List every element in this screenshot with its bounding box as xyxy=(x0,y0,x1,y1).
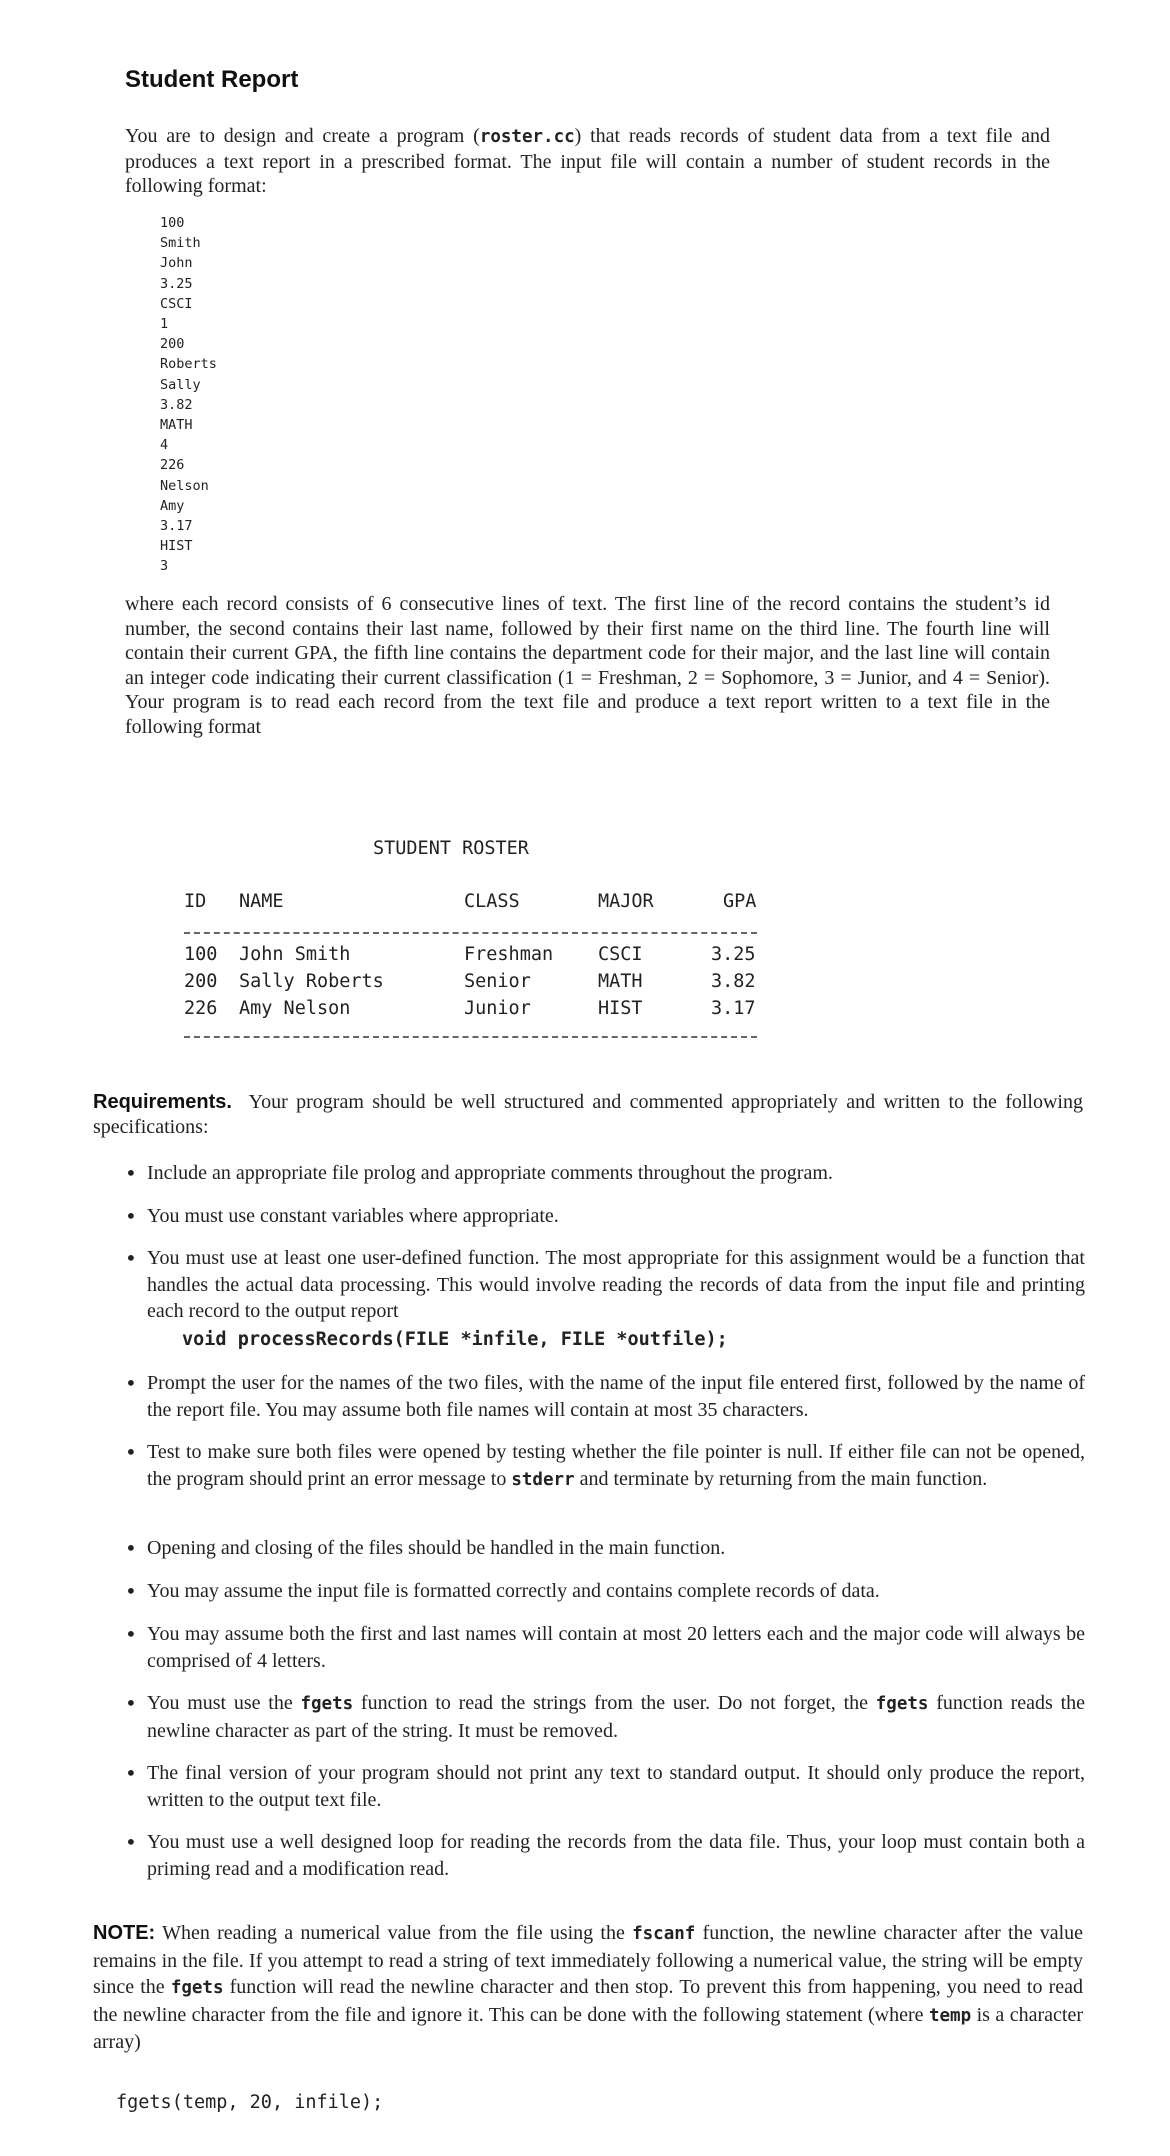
sample-input-line: 3.82 xyxy=(160,396,193,413)
list-item-text: Prompt the user for the names of the two files, with the name of the input file entered first, followed by the name of the report file. You may assume both file names will contain at most 35 characters. xyxy=(147,1372,1085,1421)
roster-cell-id: 226 xyxy=(184,998,218,1019)
roster-cell-major: CSCI xyxy=(598,944,643,965)
bullet-icon: • xyxy=(125,1204,137,1228)
roster-cell-major: HIST xyxy=(598,998,643,1019)
roster-header-id: ID xyxy=(184,891,207,912)
fgets-statement: fgets(temp, 20, infile); xyxy=(116,2092,384,2113)
roster-cell-gpa: 3.25 xyxy=(711,944,756,965)
function-signature: void processRecords(FILE *infile, FILE *outfile); xyxy=(182,1329,728,1350)
sample-input-line: Nelson xyxy=(160,477,209,494)
sample-input-line: 226 xyxy=(160,457,185,474)
bullet-icon: • xyxy=(125,1761,137,1785)
sample-input-line: 100 xyxy=(160,215,185,231)
bullet-icon: • xyxy=(125,1536,137,1560)
roster-cell-class: Junior xyxy=(464,998,531,1019)
program-filename: roster.cc xyxy=(479,127,575,147)
fgets-item-text-2: function to read the strings from the user. Do not forget, the xyxy=(353,1692,876,1714)
code-fgets: fgets xyxy=(875,1694,929,1714)
code-temp: temp xyxy=(928,2005,972,2026)
bullet-icon: • xyxy=(125,1579,137,1603)
code-stderr: stderr xyxy=(511,1469,575,1490)
roster-header-class: CLASS xyxy=(464,891,520,912)
bullet-icon: • xyxy=(125,1161,137,1185)
sample-input-line: Roberts xyxy=(160,356,217,373)
bullet-icon: • xyxy=(125,1246,137,1270)
roster-header-major: MAJOR xyxy=(598,891,654,912)
roster-cell-gpa: 3.82 xyxy=(711,971,756,992)
fgets-item-text-3: function reads the newline character as part of the string. It must be removed. xyxy=(147,1692,1086,1742)
note-paragraph xyxy=(93,1920,1083,2056)
roster-cell-id: 200 xyxy=(184,971,218,992)
list-item-text: You must use at least one user-defined function. The most appropriate for this assignment would be a function that handles the actual data processing. This would involve reading the records of data from the input file and printing each record to the output report xyxy=(147,1247,1085,1322)
list-item-text: You must use constant variables where appropriate. xyxy=(147,1205,559,1227)
roster-header-gpa: GPA xyxy=(723,891,757,912)
bullet-icon: • xyxy=(125,1440,137,1464)
sample-input-line: CSCI xyxy=(160,295,193,312)
roster-cell-name: Sally Roberts xyxy=(239,971,384,992)
sample-input-line: 3.17 xyxy=(160,518,193,534)
roster-title: STUDENT ROSTER xyxy=(373,838,529,859)
sample-input-line: 1 xyxy=(160,316,169,332)
intro-paragraph xyxy=(125,124,1050,199)
list-item-text: The final version of your program should not print any text to standard output. It should only produce the report, written to the output text file. xyxy=(147,1762,1085,1811)
roster-header-name: NAME xyxy=(239,891,284,912)
code-fgets: fgets xyxy=(300,1694,354,1714)
requirements-lead: Your program should be well structured and commented appropriately and written to the following specifications: xyxy=(93,1091,1083,1138)
requirements-intro xyxy=(93,1090,1083,1139)
requirements-heading: Requirements. xyxy=(93,1091,232,1113)
sample-input-line: MATH xyxy=(160,417,193,433)
bullet-icon: • xyxy=(125,1830,137,1854)
page-title: Student Report xyxy=(125,66,299,93)
sample-input-line: 3 xyxy=(160,558,169,575)
bullet-icon: • xyxy=(125,1622,137,1646)
fgets-item-text-1: You must use the xyxy=(147,1692,301,1714)
code-fscanf: fscanf xyxy=(632,1924,696,1944)
sample-input-line: Sally xyxy=(160,376,201,393)
roster-cell-gpa: 3.17 xyxy=(711,998,756,1019)
roster-cell-id: 100 xyxy=(184,944,218,965)
roster-divider-bottom xyxy=(184,1036,757,1038)
roster-cell-major: MATH xyxy=(598,971,643,992)
list-item-text: You may assume the input file is formatted correctly and contains complete records of data. xyxy=(147,1580,880,1602)
sample-input-line: Smith xyxy=(160,235,201,252)
roster-divider-top xyxy=(184,932,757,934)
roster-cell-name: Amy Nelson xyxy=(239,998,351,1019)
list-item-text: You may assume both the first and last names will contain at most 20 letters each and the major code will always be comprised of 4 letters. xyxy=(147,1623,1085,1672)
sample-input-line: HIST xyxy=(160,538,193,555)
note-text-2: function, the newline character after the value remains in the file. If you attempt to read a string of text immediately following a numerical value, the string will be empty since the xyxy=(93,1922,1084,1998)
roster-cell-name: John Smith xyxy=(239,944,351,965)
sample-input-line: John xyxy=(160,255,193,272)
sample-input-line: Amy xyxy=(160,497,185,514)
test-item-text-2: and terminate by returning from the main function. xyxy=(574,1467,988,1490)
intro-text-1: You are to design and create a program ( xyxy=(125,125,480,147)
list-item-text xyxy=(147,1690,1085,1744)
sample-input-line: 3.25 xyxy=(160,275,193,292)
sample-input-line: 200 xyxy=(160,336,185,353)
note-text-1: When reading a numerical value from the file using the xyxy=(155,1922,633,1944)
roster-cell-class: Senior xyxy=(464,971,531,992)
description-paragraph: where each record consists of 6 consecutive lines of text. The first line of the record contains the student’s id number, the second contains their last name, followed by their first name on the third line. The fourth line will contain their current GPA, the fifth line contains the department code for their major, and the last line will contain an integer code indicating their current classification (1 = Freshman, 2 = Sophomore, 3 = Junior, and 4 = Senior). Your program is to read each record from the text file and produce a text report written to a text file in the following format xyxy=(125,593,1050,738)
list-item-text: Opening and closing of the files should be handled in the main function. xyxy=(147,1537,726,1559)
test-item-text-1: Test to make sure both files were opened by testing whether the file pointer is null. If either file can not be opened, the program should print an error message to xyxy=(147,1441,1085,1490)
sample-input-line: 4 xyxy=(160,437,169,454)
roster-cell-class: Freshman xyxy=(464,944,554,965)
code-fgets: fgets xyxy=(170,1978,224,1998)
list-item-text: Include an appropriate file prolog and appropriate comments throughout the program. xyxy=(147,1162,833,1184)
intro-text-2: ) that reads records of student data from a text file and produces a text report in a prescribed format. The input file will contain a number of student records in the following format: xyxy=(125,125,1050,197)
note-heading: NOTE: xyxy=(93,1922,156,1944)
bullet-icon: • xyxy=(125,1371,137,1395)
list-item-text: You must use a well designed loop for reading the records from the data file. Thus, your loop must contain both a priming read and a modification read. xyxy=(147,1831,1085,1880)
bullet-icon: • xyxy=(125,1691,137,1715)
note-text-4: is a character array) xyxy=(93,2003,1083,2053)
note-text-3: function will read the newline character and then stop. To prevent this from happening, you need to read the newline character from the file and ignore it. This can be done with the following statement (where xyxy=(93,1976,1084,2026)
list-item-text xyxy=(147,1439,1085,1493)
